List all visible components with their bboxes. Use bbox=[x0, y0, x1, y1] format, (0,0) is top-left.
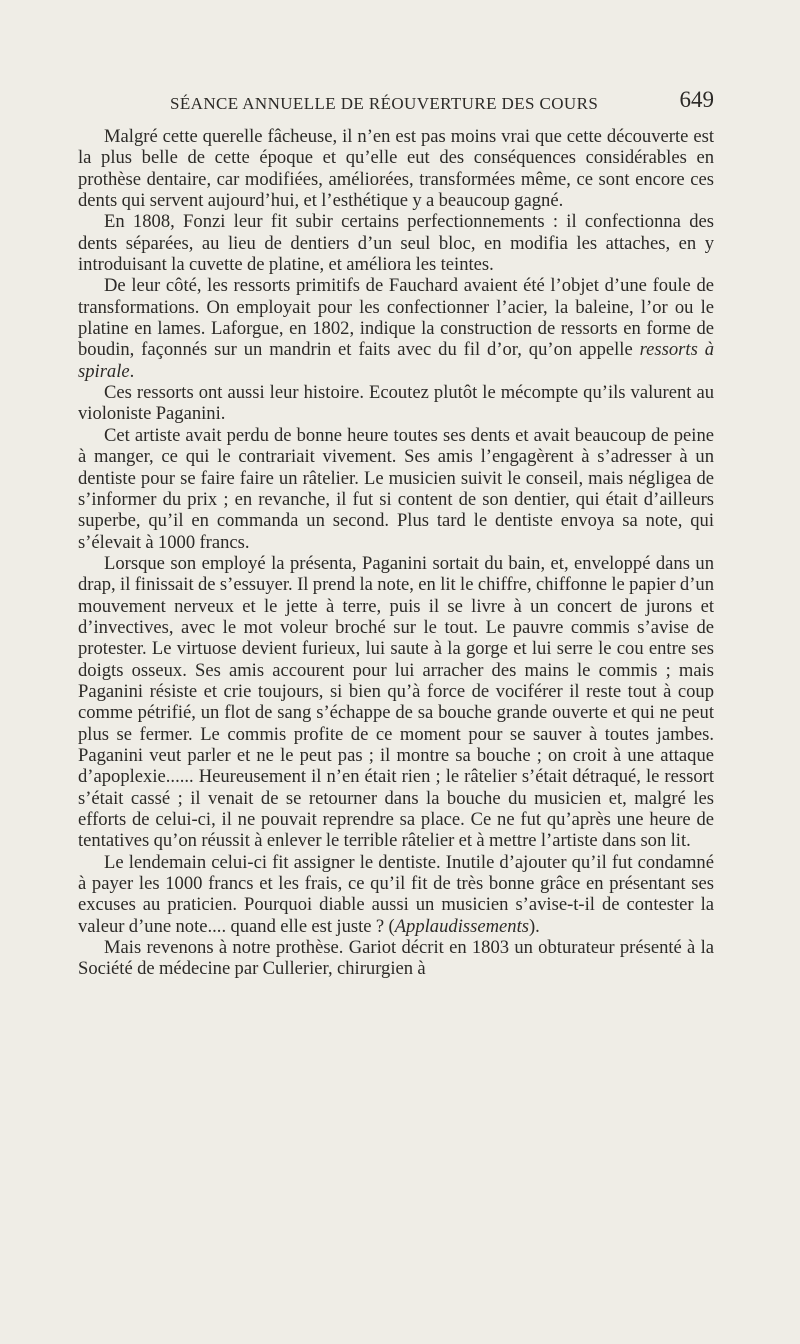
italic-term-ressorts-a-spirale: ressorts à spirale bbox=[78, 339, 714, 382]
text-run: . bbox=[129, 360, 135, 382]
paragraph-6 bbox=[78, 553, 714, 852]
text-run: Lorsque son employé la présenta, Paganini sortait du bain, et, enveloppé dans un drap, il finissait de s’essuyer. Il prend la note, en lit le chiffre, chiffonne le papier d’un mouvement nerveux et le jette à terre, puis il se livre à un concert de jurons et d’invectives, avec le mot voleur broché sur le tout. Le pauvre commis s’avise de protester. Le virtuose devient furieux, lui saute à la gorge et lui serre le cou entre ses doigts osseux. Ses amis accourent pour lui arracher des mains le commis ; mais Paganini résiste et crie toujours, si bien qu’à force de vociférer il reste tout à coup comme pétrifié, un flot de sang s’échappe de sa bouche grande ouverte et qui ne peut plus se fermer. Le commis profite de ce moment pour se sauver à toutes jambes. Paganini veut parler et ne le peut pas ; il montre sa bouche ; on croit à une attaque d’apoplexie...... Heureusement il n’en était rien ; le râtelier s’était détraqué, le ressort s’était cassé ; il venait de se retourner dans la bouche du musicien et, malgré les efforts de celui-ci, il ne pouvait reprendre sa place. Ce ne fut qu’après une heure de tentatives qu’on réussit à enlever le terrible râtelier et à mettre l’artiste dans son lit. bbox=[78, 552, 714, 852]
paragraph-3 bbox=[78, 275, 714, 382]
body-text bbox=[78, 126, 714, 980]
italic-applaudissements: Applaudissements bbox=[394, 915, 529, 937]
paragraph-4 bbox=[78, 382, 714, 425]
text-run: ). bbox=[528, 915, 540, 937]
text-run: De leur côté, les ressorts primitifs de Fauchard avaient été l’objet d’une foule de transformations. On employait pour les confectionner l’acier, la baleine, l’or ou le platine en lames. Laforgue, en 1802, indique la construction de ressorts en forme de boudin, façonnés sur un mandrin et faits avec du fil d’or, qu’on appelle bbox=[78, 275, 714, 361]
text-run: Malgré cette querelle fâcheuse, il n’en est pas moins vrai que cette découverte est la plus belle de cette époque et qu’elle eut des conséquences considérables en prothèse dentaire, car modifiées, améliorées, transformées même, ce sont encore ces dents qui servent aujourd’hui, et l’esthétique y a beaucoup gagné. bbox=[78, 126, 714, 212]
paragraph-1 bbox=[78, 126, 714, 211]
running-title: SÉANCE ANNUELLE DE RÉOUVERTURE DES COURS bbox=[170, 94, 599, 113]
paragraph-8 bbox=[78, 937, 714, 980]
text-run: Cet artiste avait perdu de bonne heure toutes ses dents et avait beaucoup de peine à manger, ce qui le contrariait vivement. Ses amis l’engagèrent à s’adresser à un dentiste pour se faire faire un râtelier. Le musicien suivit le conseil, mais négligea de s’informer du prix ; en revanche, il fut si content de son dentier, qui était d’ailleurs superbe, qu’il en commanda un second. Plus tard le dentiste envoya sa note, qui s’élevait à 1000 francs. bbox=[78, 424, 714, 553]
paragraph-2 bbox=[78, 211, 714, 275]
text-run: Ces ressorts ont aussi leur histoire. Ecoutez plutôt le mécompte qu’ils valurent au violoniste Paganini. bbox=[78, 382, 714, 425]
paragraph-5 bbox=[78, 425, 714, 553]
page-number: 649 bbox=[679, 87, 714, 112]
paragraph-7 bbox=[78, 852, 714, 937]
text-run: Le lendemain celui-ci fit assigner le dentiste. Inutile d’ajouter qu’il fut condamné à payer les 1000 francs et les frais, ce qu’il fit de très bonne grâce en présentant ses excuses au praticien. Pourquoi diable aussi un musicien s’avise-t-il de contester la valeur d’une note.... quand elle est juste ? ( bbox=[78, 851, 714, 937]
page-header bbox=[78, 84, 714, 116]
text-run: En 1808, Fonzi leur fit subir certains perfectionnements : il confectionna des dents séparées, au lieu de dentiers d’un seul bloc, en modifia les attaches, en y introduisant la cuvette de platine, et améliora les teintes. bbox=[78, 211, 714, 276]
text-run: Mais revenons à notre prothèse. Gariot décrit en 1803 un obturateur présenté à la Société de médecine par Cullerier, chirurgien à bbox=[78, 937, 714, 980]
